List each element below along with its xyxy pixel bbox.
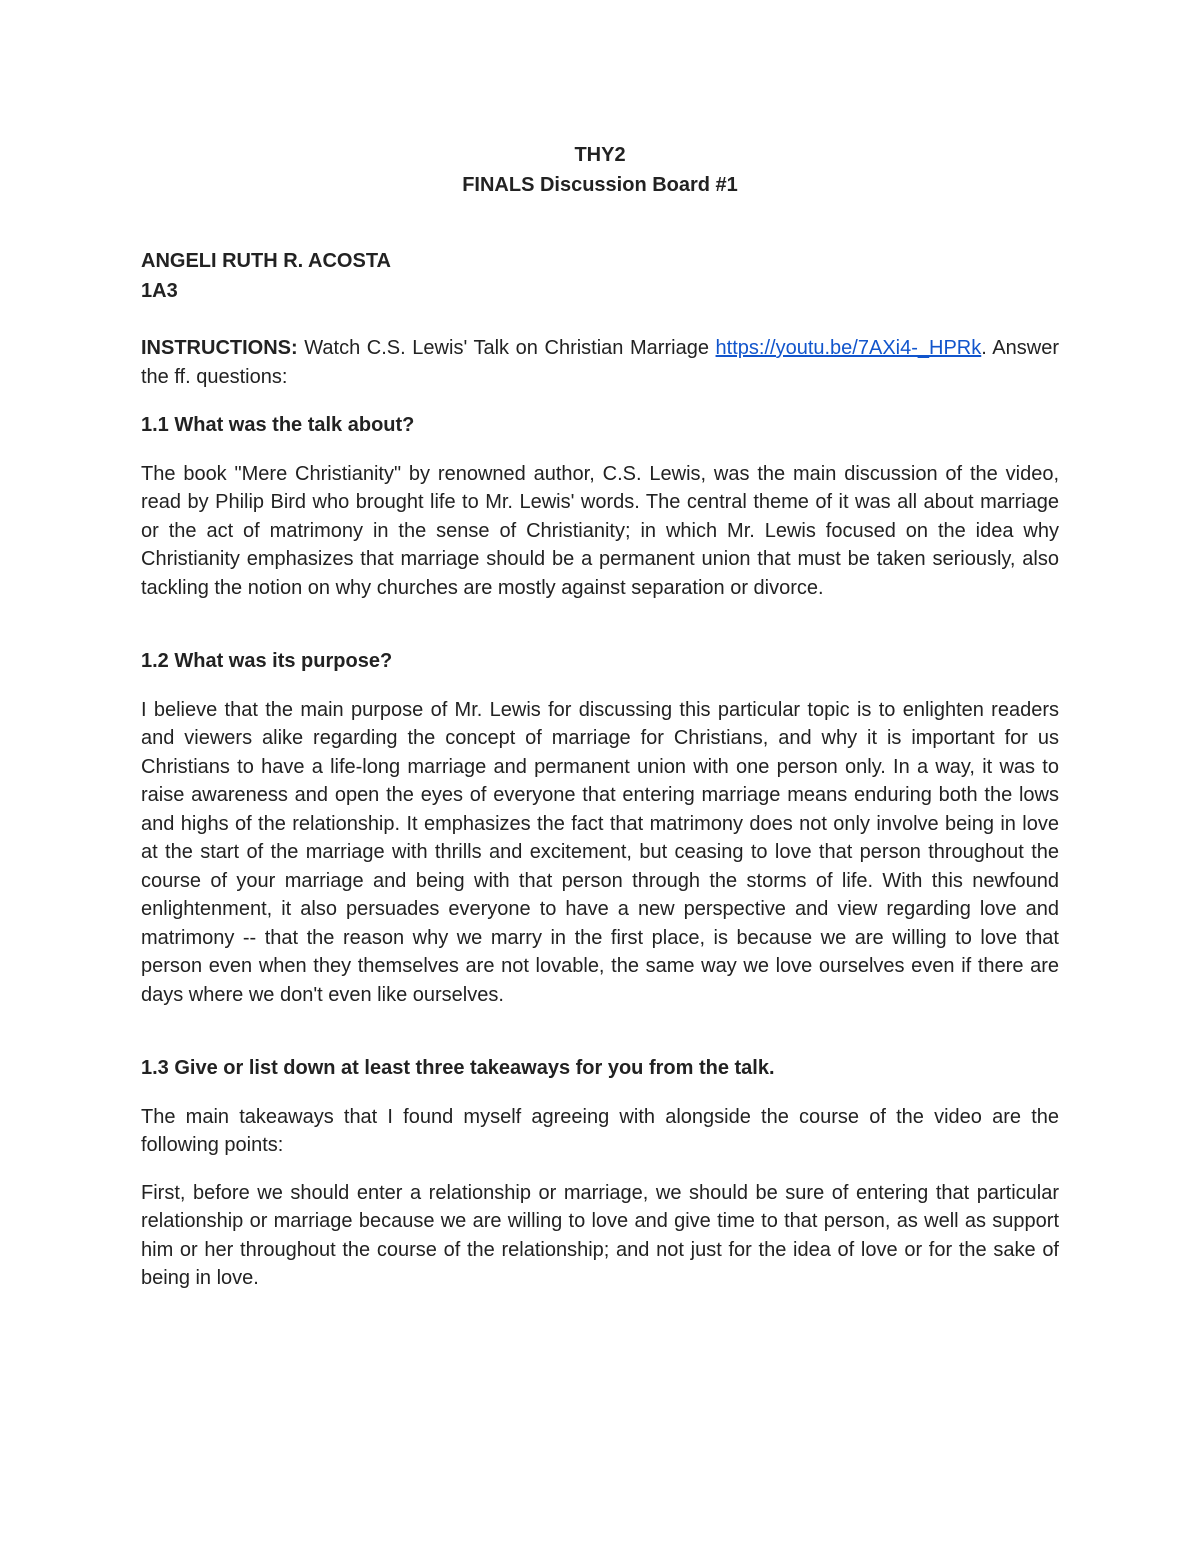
video-link[interactable]: https://youtu.be/7AXi4-_HPRk xyxy=(715,337,982,359)
student-info xyxy=(141,246,1059,306)
instructions-text: Watch C.S. Lewis' Talk on Christian Marriage xyxy=(297,337,716,359)
student-name: ANGELI RUTH R. ACOSTA xyxy=(141,250,391,272)
instructions-label: INSTRUCTIONS: xyxy=(141,337,298,359)
instructions xyxy=(141,334,1059,391)
answer-3-first-point: First, before we should enter a relationship or marriage, we should be sure of entering that particular relationship or marriage because we are willing to love and give time to that person, as well as support him or her throughout the course of the relationship; and not just for the idea of love or for the sake of being in love. xyxy=(141,1181,1059,1289)
title-block xyxy=(141,140,1059,200)
course-code: THY2 xyxy=(574,144,626,166)
answer-1: The book "Mere Christianity" by renowned author, C.S. Lewis, was the main discussion of the video, read by Philip Bird who brought life to Mr. Lewis' words. The central theme of it was all about marriage or the act of matrimony in the sense of Christianity; in which Mr. Lewis focused on the idea why Christianity emphasizes that marriage should be a permanent union that must be taken seriously, also tackling the notion on why churches are mostly against separation or divorce. xyxy=(141,462,1059,599)
student-section: 1A3 xyxy=(141,280,178,302)
answer-2: I believe that the main purpose of Mr. Lewis for discussing this particular topic is to enlighten readers and viewers alike regarding the concept of marriage for Christians, and why it is important for us Christians to have a life-long marriage and permanent union with one person only. In a way, it was to raise awareness and open the eyes of everyone that entering marriage means enduring both the lows and highs of the relationship. It emphasizes the fact that matrimony does not only involve being in love at the start of the marriage with thrills and excitement, but ceasing to love that person throughout the course of your marriage and being with that person through the storms of life. With this newfound enlightenment, it also persuades everyone to have a new perspective and view regarding love and matrimony -- that the reason why we marry in the first place, is because we are willing to love that person even when they themselves are not lovable, the same way we love ourselves even if there are days where we don't even like ourselves. xyxy=(141,698,1059,1006)
question-heading-1: 1.1 What was the talk about? xyxy=(141,414,415,436)
instructions-text-end: . Answer the ff. questions: xyxy=(141,337,1059,388)
question-heading-3: 1.3 Give or list down at least three takeaways for you from the talk. xyxy=(141,1057,775,1079)
answer-3-intro: The main takeaways that I found myself agreeing with alongside the course of the video are the following points: xyxy=(141,1105,1059,1156)
document-content xyxy=(141,140,1059,1293)
question-heading-2: 1.2 What was its purpose? xyxy=(141,650,393,672)
board-title: FINALS Discussion Board #1 xyxy=(462,174,738,196)
